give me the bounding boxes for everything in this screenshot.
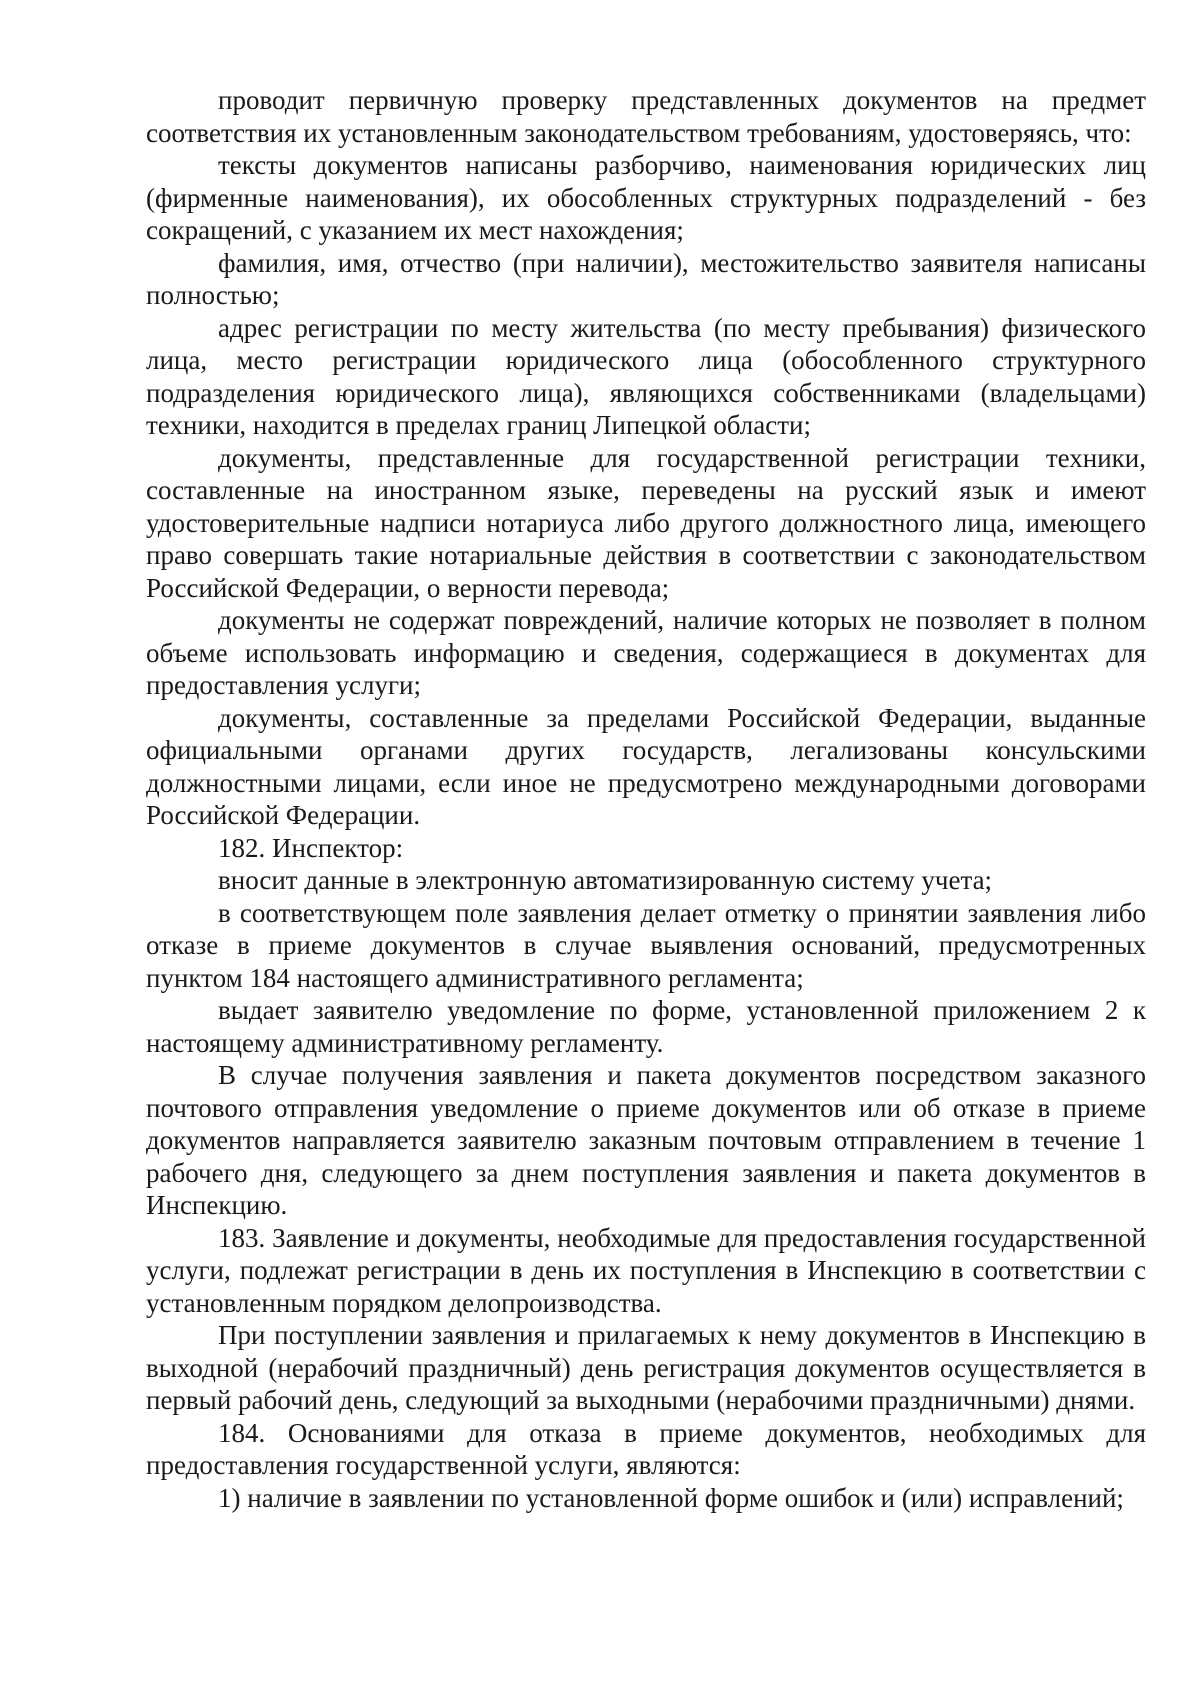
- paragraph-no-damage: документы не содержат повреждений, наличие которых не позволяет в полном объеме использовать информацию и сведения, содержащиеся в документах для предоставления услуги;: [146, 605, 1146, 700]
- paragraph-legible-texts: тексты документов написаны разборчиво, наименования юридических лиц (фирменные наименования), их обособленных структурных подразделений - без сокращений, с указанием их мест нахождения;: [146, 150, 1146, 245]
- paragraph-postal-delivery: В случае получения заявления и пакета документов посредством заказного почтового отправления уведомление о приеме документов или об отказе в приеме документов направляется заявителю заказным почтовым отправлением в течение 1 рабочего дня, следующего за днем поступления заявления и пакета документов в Инспекцию.: [146, 1060, 1146, 1220]
- paragraph-item-182: 182. Инспектор:: [218, 832, 404, 863]
- paragraph-foreign-language-docs: документы, представленные для государственной регистрации техники, составленные на иностранном языке, переведены на русский язык и имеют удостоверительные надписи нотариуса либо другого должностного лица, имеющего право совершать такие нотариальные действия в соответствии с законодательством Российской Федерации, о верности перевода;: [146, 442, 1146, 603]
- paragraph-marks-acceptance: в соответствующем поле заявления делает отметку о принятии заявления либо отказе в приеме документов в случае выявления оснований, предусмотренных пунктом 184 настоящего административного регламента;: [146, 897, 1146, 993]
- paragraph-issues-notice: выдает заявителю уведомление по форме, установленной приложением 2 к настоящему административному регламенту.: [146, 995, 1146, 1058]
- paragraph-enters-data: вносит данные в электронную автоматизированную систему учета;: [218, 865, 993, 895]
- paragraph-item-183: 183. Заявление и документы, необходимые для предоставления государственной услуги, подлежат регистрации в день их поступления в Инспекцию в соответствии с установленным порядком делопроизводства.: [146, 1222, 1146, 1318]
- paragraph-legalized-docs: документы, составленные за пределами Российской Федерации, выданные официальными органами других государств, легализованы консульскими должностными лицами, если иное не предусмотрено международными договорами Российской Федерации.: [146, 702, 1146, 830]
- paragraph-full-name: фамилия, имя, отчество (при наличии), местожительство заявителя написаны полностью;: [146, 247, 1146, 310]
- paragraph-item-184: 184. Основаниями для отказа в приеме документов, необходимых для предоставления государственной услуги, являются:: [146, 1417, 1146, 1480]
- paragraph-holiday-registration: При поступлении заявления и прилагаемых к нему документов в Инспекцию в выходной (нерабочий праздничный) день регистрация документов осуществляется в первый рабочий день, следующий за выходными (нерабочими праздничными) днями.: [146, 1320, 1146, 1415]
- paragraph-primary-check: проводит первичную проверку представленных документов на предмет соответствия их установленным законодательством требованиям, удостоверяясь, что:: [146, 85, 1146, 148]
- document-body: [146, 84, 1146, 1514]
- paragraph-reason-1: 1) наличие в заявлении по установленной форме ошибок и (или) исправлений;: [218, 1482, 1124, 1513]
- paragraph-registration-address: адрес регистрации по месту жительства (по месту пребывания) физического лица, место регистрации юридического лица (обособленного структурного подразделения юридического лица), являющихся собственниками (владельцами) техники, находится в пределах границ Липецкой области;: [146, 312, 1146, 440]
